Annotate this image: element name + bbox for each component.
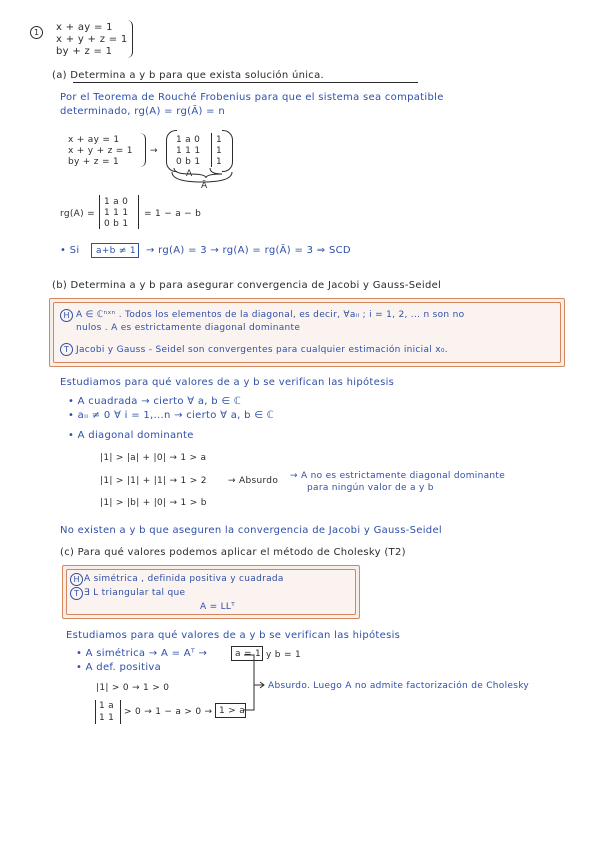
badge-h-c [70, 573, 83, 586]
part-c-1a-value: 1 > a [219, 706, 246, 716]
badge-h-b-text: H [63, 311, 70, 320]
arrow-icon: → [150, 146, 158, 156]
minor-2-suffix: > 0 → 1 − a > 0 → [124, 707, 213, 717]
absurdo-b: → Absurdo [228, 476, 279, 486]
matrix-aug-2: 1 [216, 146, 223, 156]
matrix-row-1: 1 a 0 [176, 135, 201, 145]
absurdo-note-2: para ningún valor de a y b [307, 483, 434, 493]
minor-2-row-1: 1 a [99, 701, 115, 711]
part-c-thesis-line: ∃ L triangular tal que [84, 588, 186, 598]
minor-1: |1| > 0 → 1 > 0 [96, 683, 170, 693]
badge-t-c-text: T [74, 589, 79, 598]
part-c-bullet-1-prefix: • A simétrica → A = Aᵀ → [76, 648, 208, 659]
part-b-bullet-1: • A cuadrada → cierto ∀ a, b ∈ ℂ [68, 396, 242, 407]
matrix-aug-3: 1 [216, 157, 223, 167]
part-a-heading: (a) Determina a y b para que exista solución única. [52, 70, 324, 81]
system-row-1: x + ay = 1 [56, 22, 113, 33]
part-a-sys-brace [140, 133, 146, 167]
part-b-hyp-line-1: A ∈ ℂⁿˣⁿ . Todos los elementos de la diagonal, es decir, ∀aᵢᵢ ; i = 1, 2, ... n son no [76, 310, 465, 320]
badge-h-c-text: H [73, 575, 80, 584]
part-a-intro-line-2: determinado, rg(A) = rg(Ā) = n [60, 106, 225, 117]
part-c-1a-box [215, 703, 246, 718]
absurdo-note-1: → A no es estrictamente diagonal dominante [290, 471, 506, 481]
matrix-row-2: 1 1 1 [176, 146, 201, 156]
si-prefix: • Si [60, 245, 80, 256]
part-c-study-line: Estudiamos para qué valores de a y b se verifican las hipótesis [66, 630, 401, 641]
minor-2-row-2: 1 1 [99, 713, 115, 723]
system-row-3: by + z = 1 [56, 46, 113, 57]
det-row-1: 1 a 0 [104, 197, 129, 207]
part-b-bullet-2: • aᵢᵢ ≠ 0 ∀ i = 1,...n → cierto ∀ a, b ∈ ℂ [68, 410, 275, 421]
badge-t-c [70, 587, 83, 600]
matrix-aug-1: 1 [216, 135, 223, 145]
si-result: → rg(A) = 3 → rg(A) = rg(Ā) = 3 ⇒ SCD [146, 245, 351, 256]
si-condition: a+b ≠ 1 [96, 246, 136, 256]
minor-2-bar-left [95, 700, 96, 724]
label-A: A [186, 169, 193, 179]
part-b-bullet-3: • A diagonal dominante [68, 430, 194, 441]
badge-t-b-text: T [64, 345, 69, 354]
label-Abar: Ā [201, 181, 208, 191]
badge-t-b [60, 343, 73, 356]
part-b-conclusion: No existen a y b que aseguren la convergencia de Jacobi y Gauss-Seidel [60, 525, 442, 536]
problem-number-circle [30, 26, 43, 39]
badge-h-b [60, 309, 73, 322]
part-c-thesis-eq: A = LLᵀ [200, 602, 236, 612]
det-row-2: 1 1 1 [104, 208, 129, 218]
det-result: = 1 − a − b [144, 209, 202, 219]
ineq-2: |1| > |1| + |1| → 1 > 2 [100, 476, 207, 486]
minor-2-bar-right [120, 700, 121, 724]
ineq-3: |1| > |b| + |0| → 1 > b [100, 498, 207, 508]
det-bar-left [99, 195, 100, 229]
det-label: rg(A) = [60, 209, 95, 219]
part-b-thesis-line: Jacobi y Gauss - Seidel son convergentes para cualquier estimación inicial x₀. [76, 345, 448, 355]
det-bar-right [138, 195, 139, 229]
problem-number: 1 [33, 28, 40, 37]
system-row-2: x + y + z = 1 [56, 34, 128, 45]
ineq-1: |1| > |a| + |0| → 1 > a [100, 453, 207, 463]
det-row-3: 0 b 1 [104, 219, 129, 229]
matrix-augment-bar [211, 133, 212, 167]
part-b-study-line: Estudiamos para qué valores de a y b se verifican las hipótesis [60, 377, 395, 388]
part-b-heading: (b) Determina a y b para asegurar convergencia de Jacobi y Gauss-Seidel [52, 280, 442, 291]
part-c-bullet-1-suffix: y b = 1 [266, 650, 301, 660]
part-c-hyp-line: A simétrica , definida positiva y cuadrada [84, 574, 284, 584]
part-a-intro-line-1: Por el Teorema de Rouché Frobenius para que el sistema sea compatible [60, 92, 444, 103]
part-c-heading: (c) Para qué valores podemos aplicar el método de Cholesky (T2) [60, 547, 406, 558]
part-a-sys-row-2: x + y + z = 1 [68, 146, 133, 156]
system-brace [126, 20, 133, 58]
part-a-heading-underline [73, 82, 418, 83]
si-condition-box [91, 243, 139, 258]
matrix-row-3: 0 b 1 [176, 157, 201, 167]
part-c-bullet-2: • A def. positiva [76, 662, 162, 673]
part-a-sys-row-1: x + ay = 1 [68, 135, 120, 145]
part-b-hyp-line-2: nulos . A es estrictamente diagonal dominante [76, 323, 301, 333]
part-c-a-value: a = 1 [235, 649, 262, 659]
part-c-absurdo: Absurdo. Luego A no admite factorización de Cholesky [268, 681, 530, 691]
part-a-sys-row-3: by + z = 1 [68, 157, 120, 167]
